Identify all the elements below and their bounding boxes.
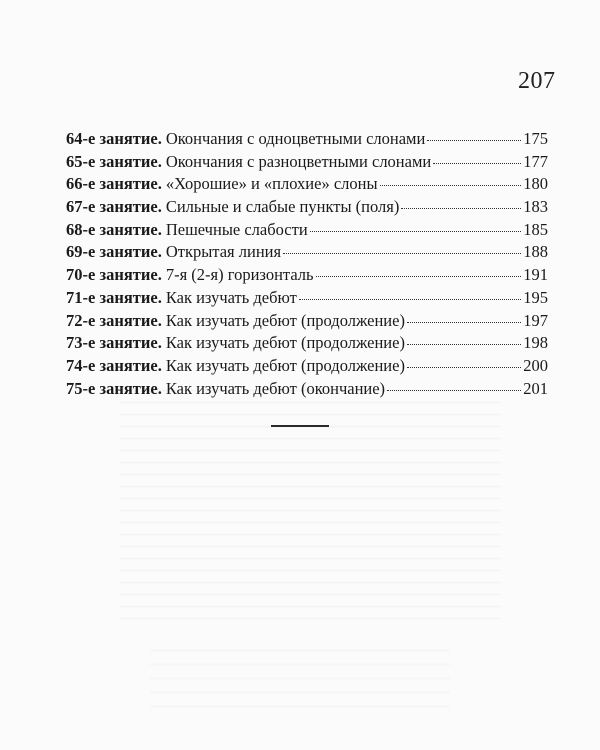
toc-page-number: 200 [523, 355, 548, 375]
toc-entry: 66-е занятие . «Хорошие» и «плохие» слоны 180 [66, 173, 548, 196]
bleed-through-texture-bottom [150, 650, 450, 710]
toc-lesson-label: 73-е занятие [66, 333, 158, 353]
dot-leader [407, 366, 521, 368]
toc-title: Как изучать дебют (продолжение) [165, 355, 405, 375]
dot-leader [310, 230, 522, 232]
page-number: 207 [518, 68, 556, 94]
toc-entry: 70-е занятие . 7-я (2-я) горизонталь 191 [66, 264, 548, 287]
toc-page-number: 183 [523, 197, 548, 217]
dot-leader [387, 389, 521, 391]
toc-lesson-label: 74-е занятие [66, 355, 158, 375]
toc-entry: 64-е занятие . Окончания с одноцветными слонами 175 [66, 128, 548, 151]
toc-entry: 68-е занятие . Пешечные слабости 185 [66, 219, 548, 242]
dot-leader [299, 298, 521, 300]
toc-page-number: 180 [523, 174, 548, 194]
toc-page-number: 188 [523, 242, 548, 262]
table-of-contents [66, 128, 548, 400]
dot-leader [407, 343, 521, 345]
toc-title: «Хорошие» и «плохие» слоны [165, 174, 378, 194]
dot-leader [316, 275, 522, 277]
dot-leader [433, 162, 521, 164]
toc-title: Открытая линия [165, 242, 282, 262]
toc-entry: 71-е занятие . Как изучать дебют 195 [66, 287, 548, 310]
toc-lesson-label: 70-е занятие [66, 265, 158, 285]
toc-title: Пешечные слабости [165, 219, 308, 239]
toc-page-number: 175 [523, 129, 548, 148]
toc-page-number: 201 [523, 378, 548, 398]
toc-page-number: 197 [523, 310, 548, 330]
toc-page-number: 198 [523, 333, 548, 353]
toc-lesson-label: 68-е занятие [66, 219, 158, 239]
toc-title: Как изучать дебют (продолжение) [165, 310, 405, 330]
dot-leader [401, 207, 521, 209]
toc-page-number: 191 [523, 265, 548, 285]
toc-title: Как изучать дебют (окончание) [165, 378, 386, 398]
toc-page-number: 177 [523, 151, 548, 171]
toc-title: Как изучать дебют (продолжение) [165, 333, 405, 353]
section-divider-rule [271, 425, 329, 427]
toc-entry: 72-е занятие . Как изучать дебют (продолжение) 197 [66, 310, 548, 333]
toc-lesson-label: 69-е занятие [66, 242, 158, 262]
toc-page-number: 185 [523, 219, 548, 239]
dot-leader [427, 139, 521, 141]
dot-leader [283, 252, 521, 254]
toc-entry: 69-е занятие . Открытая линия 188 [66, 241, 548, 264]
toc-lesson-label: 72-е занятие [66, 310, 158, 330]
toc-entry: 74-е занятие . Как изучать дебют (продолжение) 200 [66, 355, 548, 378]
toc-entry: 65-е занятие . Окончания с разноцветными слонами 177 [66, 151, 548, 174]
dot-leader [407, 321, 521, 323]
toc-lesson-label: 64-е занятие [66, 129, 158, 148]
toc-title: Окончания с разноцветными слонами [165, 151, 432, 171]
dot-leader [380, 184, 522, 186]
toc-lesson-label: 75-е занятие [66, 378, 158, 398]
toc-entry: 75-е занятие . Как изучать дебют (окончание) 201 [66, 378, 548, 401]
toc-lesson-label: 66-е занятие [66, 174, 158, 194]
toc-entry: 73-е занятие . Как изучать дебют (продолжение) 198 [66, 332, 548, 355]
toc-lesson-label: 67-е занятие [66, 197, 158, 217]
toc-title: 7-я (2-я) горизонталь [165, 265, 314, 285]
toc-page-number: 195 [523, 287, 548, 307]
toc-lesson-label: 71-е занятие [66, 287, 158, 307]
toc-title: Сильные и слабые пункты (поля) [165, 197, 400, 217]
toc-title: Окончания с одноцветными слонами [165, 129, 426, 148]
toc-lesson-label: 65-е занятие [66, 151, 158, 171]
toc-title: Как изучать дебют [165, 287, 297, 307]
toc-entry: 67-е занятие . Сильные и слабые пункты (поля) 183 [66, 196, 548, 219]
